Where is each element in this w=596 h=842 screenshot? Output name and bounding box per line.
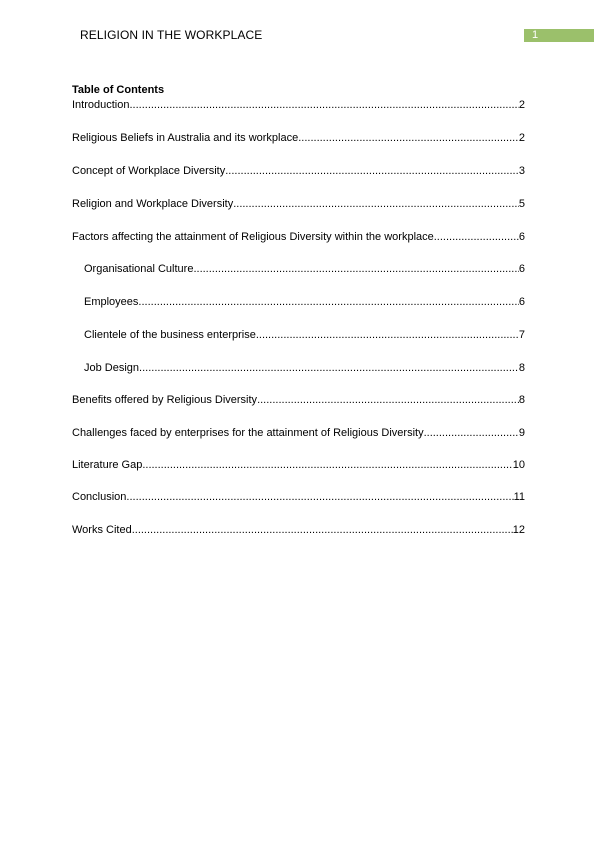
toc-entry-organisational-culture[interactable] [84, 262, 525, 276]
toc-entry-text: Concept of Workplace Diversity [72, 165, 226, 177]
toc-entry-text: Factors affecting the attainment of Religious Diversity within the workplace [72, 231, 434, 243]
toc-entry-challenges[interactable] [72, 426, 525, 440]
toc-entry-page: 2 [518, 132, 525, 144]
toc-entry-job-design[interactable] [84, 361, 525, 375]
toc-entry-works-cited[interactable] [72, 523, 525, 537]
toc-dot-leader [142, 458, 512, 472]
toc-entry-page: 9 [518, 427, 525, 439]
running-header-title: RELIGION IN THE WORKPLACE [80, 28, 263, 42]
toc-dot-leader [138, 295, 518, 309]
toc-dot-leader [193, 262, 518, 276]
toc-dot-leader [298, 131, 519, 145]
toc-dot-leader [434, 230, 519, 244]
toc-dot-leader [233, 197, 519, 211]
page-number-badge: 1 [524, 29, 594, 42]
toc-entry-text: Challenges faced by enterprises for the attainment of Religious Diversity [72, 427, 424, 439]
toc-entry-page: 5 [518, 198, 525, 210]
toc-entry-page: 3 [518, 165, 525, 177]
toc-entry-text: Employees [84, 296, 139, 308]
toc-entry-text: Introduction [72, 99, 130, 111]
toc-entry-religion-diversity[interactable] [72, 197, 525, 211]
toc-entry-benefits[interactable] [72, 393, 525, 407]
toc-entry-introduction[interactable] [72, 98, 525, 112]
toc-dot-leader [424, 426, 519, 440]
toc-entry-factors[interactable] [72, 230, 525, 244]
toc-heading: Table of Contents [72, 84, 165, 96]
toc-dot-leader [256, 328, 519, 342]
toc-dot-leader [139, 361, 519, 375]
toc-entry-text: Conclusion [72, 491, 127, 503]
toc-entry-text: Organisational Culture [84, 263, 194, 275]
toc-entry-page: 12 [512, 524, 525, 536]
toc-dot-leader [257, 393, 519, 407]
toc-entry-religious-beliefs[interactable] [72, 131, 525, 145]
toc-entry-page: 6 [518, 296, 525, 308]
toc-dot-leader [126, 490, 513, 504]
toc-entry-page: 7 [518, 329, 525, 341]
toc-entry-text: Clientele of the business enterprise [84, 329, 256, 341]
toc-entry-page: 11 [513, 491, 525, 503]
toc-entry-text: Job Design [84, 362, 140, 374]
toc-dot-leader [132, 523, 513, 537]
toc-entry-text: Literature Gap [72, 459, 143, 471]
toc-entry-page: 6 [518, 231, 525, 243]
toc-dot-leader [225, 164, 519, 178]
toc-entry-concept-diversity[interactable] [72, 164, 525, 178]
toc-entry-literature-gap[interactable] [72, 458, 525, 472]
toc-entry-page: 10 [512, 459, 525, 471]
toc-entry-page: 6 [518, 263, 525, 275]
toc-entry-text: Works Cited [72, 524, 132, 536]
toc-entry-page: 8 [518, 362, 525, 374]
toc-entry-text: Benefits offered by Religious Diversity [72, 394, 258, 406]
toc-entry-conclusion[interactable] [72, 490, 525, 504]
toc-entry-text: Religious Beliefs in Australia and its workplace [72, 132, 299, 144]
toc-entry-page: 2 [518, 99, 525, 111]
toc-entry-page: 8 [518, 394, 525, 406]
toc-entry-clientele[interactable] [84, 328, 525, 342]
toc-entry-text: Religion and Workplace Diversity [72, 198, 234, 210]
toc-entry-employees[interactable] [84, 295, 525, 309]
toc-dot-leader [129, 98, 518, 112]
